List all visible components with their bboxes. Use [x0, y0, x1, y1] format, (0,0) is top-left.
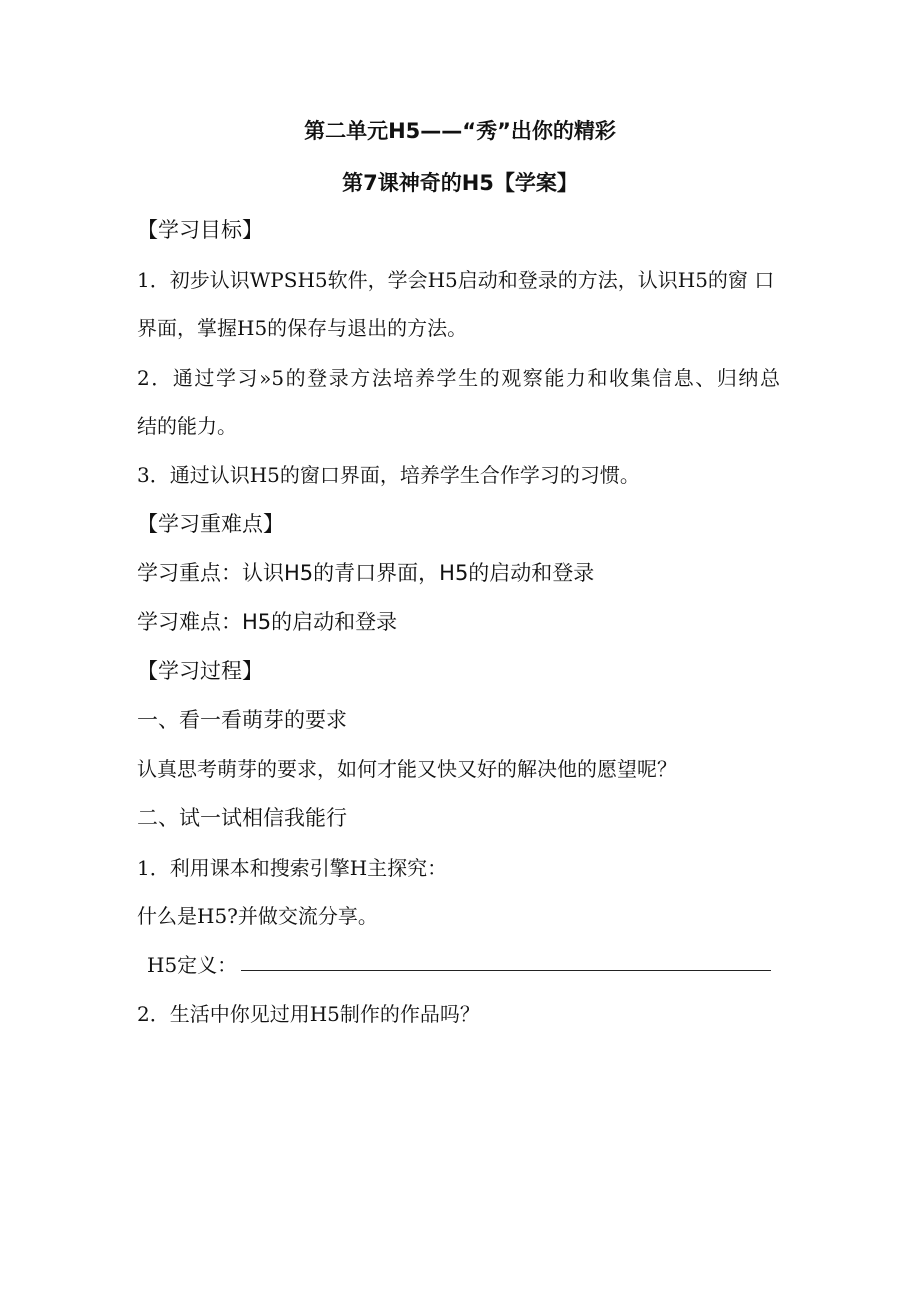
objective-1-line-1: 1．初步认识WPSH5软件，学会H5启动和登录的方法，认识H5的窗 口 — [137, 268, 775, 292]
section-1-title: 一、看一看萌芽的要求 — [137, 708, 347, 732]
process-heading: 【学习过程】 — [137, 659, 263, 683]
definition-label: H5定义： — [147, 953, 238, 977]
section-2-title: 二、试一试相信我能行 — [137, 806, 347, 830]
lesson-title: 第7课神奇的H5【学案】 — [342, 171, 578, 195]
objective-2-line-2: 结的能力。 — [137, 414, 237, 438]
section-1-text: 认真思考萌芽的要求，如何才能又快又好的解决他的愿望呢？ — [137, 757, 677, 781]
objectives-heading: 【学习目标】 — [137, 218, 263, 242]
key-points-heading: 【学习重难点】 — [137, 512, 284, 536]
unit-title: 第二单元H5——“秀”出你的精彩 — [304, 119, 616, 143]
question-1: 1．利用课本和搜索引擎H主探究： — [137, 856, 448, 880]
objective-1-line-2: 界面，掌握H5的保存与退出的方法。 — [137, 316, 468, 340]
question-1-subtext: 什么是H5?并做交流分享。 — [137, 904, 378, 928]
key-focus: 学习重点：认识H5的青口界面，H5的启动和登录 — [137, 561, 595, 585]
objective-3: 3．通过认识H5的窗口界面，培养学生合作学习的习惯。 — [137, 463, 640, 487]
objective-2-line-1: 2．通过学习»5的登录方法培养学生的观察能力和收集信息、归纳总 — [137, 366, 780, 390]
key-difficulty: 学习难点：H5的启动和登录 — [137, 610, 398, 634]
definition-answer-line — [241, 970, 771, 971]
question-2: 2．生活中你见过用H5制作的作品吗？ — [137, 1002, 480, 1026]
